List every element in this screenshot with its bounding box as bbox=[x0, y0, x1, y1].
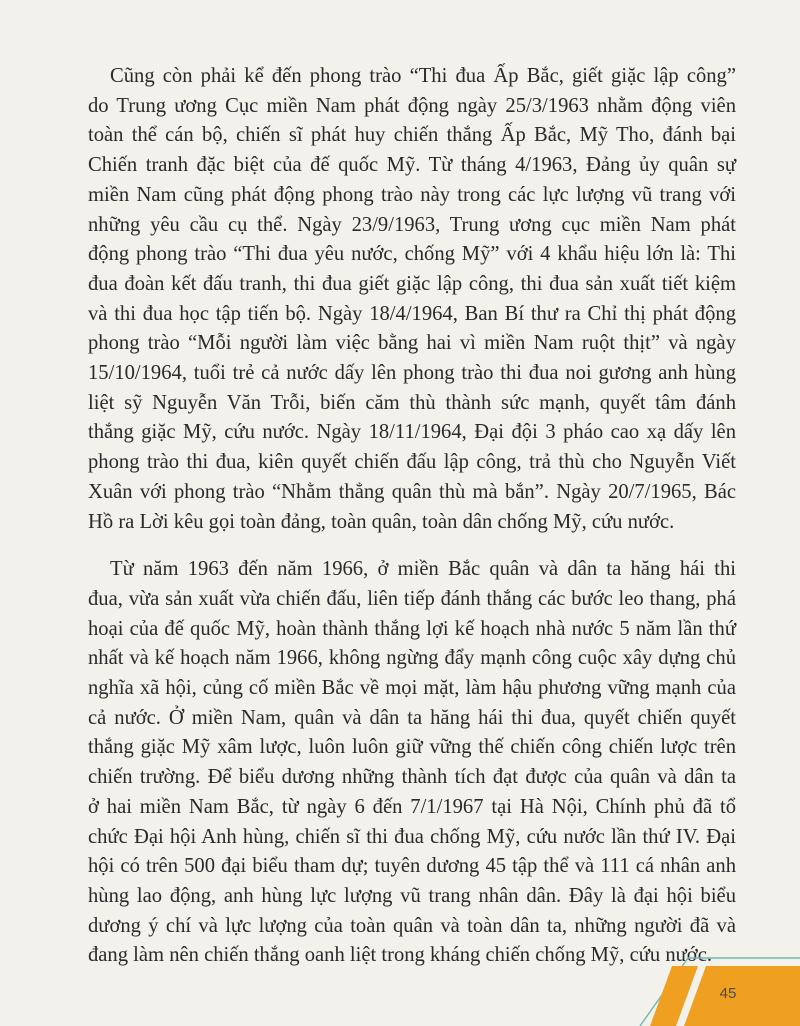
text-line: hoại của đế quốc Mỹ, hoàn thành thắng lợi kế hoạch nhà nước 5 năm lần thứ bbox=[88, 617, 736, 640]
text-line: Xuân với phong trào “Nhằm thẳng quân thù mà bắn”. Ngày 20/7/1965, Bác bbox=[88, 480, 736, 503]
text-line: phong trào thi đua, kiên quyết chiến đấu lập công, trả thù cho Nguyễn Viết bbox=[88, 451, 736, 474]
text-line: ở hai miền Nam Bắc, từ ngày 6 đến 7/1/1967 tại Hà Nội, Chính phủ đã tổ bbox=[88, 795, 736, 818]
text-line: phong trào “Mỗi người làm việc bằng hai vì miền Nam ruột thịt” và ngày bbox=[88, 332, 736, 355]
text-line: hùng lao động, anh hùng lực lượng vũ trang nhân dân. Đây là đại hội biểu bbox=[88, 884, 736, 907]
text-line: chiến trường. Để biểu dương những thành tích đạt được của quân và dân ta bbox=[88, 766, 736, 789]
text-line: toàn thể cán bộ, chiến sĩ phát huy chiến thắng Ấp Bắc, Mỹ Tho, đánh bại bbox=[88, 124, 736, 147]
text-line: Chiến tranh đặc biệt của đế quốc Mỹ. Từ tháng 4/1963, Đảng ủy quân sự bbox=[88, 154, 736, 177]
text-line: chức Đại hội Anh hùng, chiến sĩ thi đua chống Mỹ, cứu nước lần thứ IV. Đại bbox=[88, 825, 736, 848]
text-line: thắng giặc Mỹ, cứu nước. Ngày 18/11/1964, Đại đội 3 pháo cao xạ dấy lên bbox=[88, 421, 736, 444]
text-line: những yêu cầu cụ thể. Ngày 23/9/1963, Trung ương cục miền Nam phát bbox=[88, 213, 736, 236]
text-line: và thi đua học tập tiến bộ. Ngày 18/4/1964, Ban Bí thư ra Chỉ thị phát động bbox=[88, 302, 736, 325]
text-line: động phong trào “Thi đua yêu nước, chống Mỹ” với 4 khẩu hiệu lớn là: Thi bbox=[88, 243, 736, 266]
text-line: Từ năm 1963 đến năm 1966, ở miền Bắc quân và dân ta hăng hái thi bbox=[110, 558, 736, 581]
text-line: liệt sỹ Nguyễn Văn Trỗi, biến căm thù thành sức mạnh, quyết tâm đánh bbox=[88, 391, 736, 414]
page-number: 45 bbox=[719, 985, 737, 1002]
text-line: hội có trên 500 đại biểu tham dự; tuyên dương 45 tập thể và 111 cá nhân anh bbox=[88, 855, 736, 878]
text-line: nghĩa xã hội, củng cố miền Bắc về mọi mặt, làm hậu phương vững mạnh của bbox=[88, 677, 736, 700]
text-line: nhất và kế hoạch năm 1966, không ngừng đẩy mạnh công cuộc xây dựng chủ bbox=[88, 647, 736, 670]
text-line: do Trung ương Cục miền Nam phát động ngày 25/3/1963 nhằm động viên bbox=[88, 94, 736, 117]
text-line: đua, vừa sản xuất vừa chiến đấu, liên tiếp đánh thắng các bước leo thang, phá bbox=[88, 587, 736, 610]
text-line: thắng giặc Mỹ xâm lược, luôn luôn giữ vững thế chiến công chiến lược trên bbox=[88, 736, 736, 759]
text-line: Cũng còn phải kể đến phong trào “Thi đua Ấp Bắc, giết giặc lập công” bbox=[110, 65, 736, 87]
text-line: 15/10/1964, tuổi trẻ cả nước dấy lên phong trào thi đua noi gương anh hùng bbox=[88, 362, 736, 385]
text-line: Hồ ra Lời kêu gọi toàn đảng, toàn quân, toàn dân chống Mỹ, cứu nước. bbox=[88, 510, 675, 533]
text-line: đua đoàn kết đấu tranh, thi đua giết giặc lập công, thi đua sản xuất tiết kiệm bbox=[88, 272, 736, 295]
text-line: miền Nam cũng phát động phong trào này trong các lực lượng vũ trang với bbox=[88, 183, 736, 206]
text-line: đang làm nên chiến thắng oanh liệt trong kháng chiến chống Mỹ, cứu nước. bbox=[88, 944, 712, 967]
text-line: dương ý chí và lực lượng của toàn quân và toàn dân ta, những người đã và bbox=[88, 914, 736, 937]
text-line: cả nước. Ở miền Nam, quân và dân ta hăng hái thi đua, quyết chiến quyết bbox=[88, 706, 736, 729]
